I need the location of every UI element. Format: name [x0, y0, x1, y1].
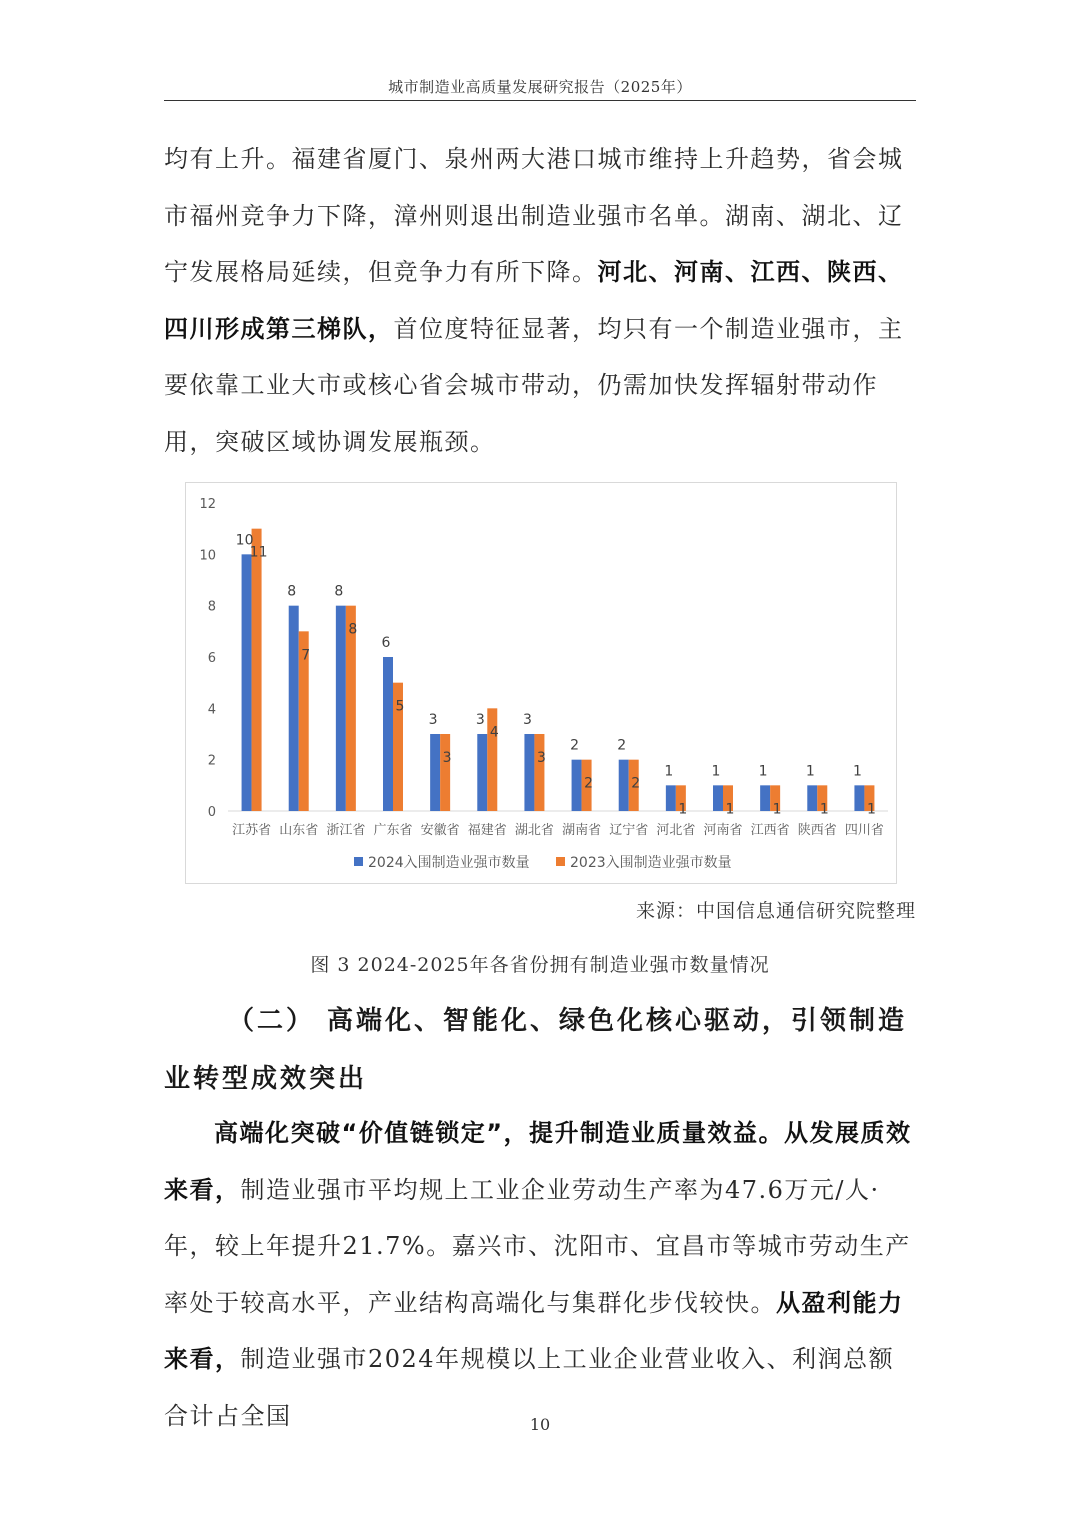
x-tick-label: 浙江省 [326, 823, 366, 838]
legend-swatch [354, 857, 363, 866]
x-tick-label: 山东省 [279, 823, 319, 838]
x-tick-label: 四川省 [844, 823, 884, 838]
y-tick-label: 2 [207, 753, 216, 769]
data-label-2023: 7 [301, 647, 311, 664]
page-header: 城市制造业高质量发展研究报告（2025年） [388, 78, 692, 96]
bar-2024 [807, 785, 817, 811]
para1-text-1: 均有上升。福建省厦门、泉州两大港口城市维持上升趋势，省会城市福州竞争力下降，漳州则退出制造业强市名单。湖南、湖北、辽宁发展格局延续，但竞争力有所下降。 [164, 145, 904, 286]
bar-2024 [430, 734, 440, 811]
bar-2024 [524, 734, 534, 811]
data-label-2024: 1 [805, 763, 815, 780]
legend-swatch [556, 857, 565, 866]
legend-label: 2024入围制造业强市数量 [368, 855, 530, 871]
bar-2024 [289, 606, 299, 811]
bar-2024 [713, 785, 723, 811]
data-label-2023: 1 [772, 801, 782, 818]
data-label-2024: 1 [852, 763, 862, 780]
figure-caption: 图 3 2024-2025年各省份拥有制造业强市数量情况 [310, 954, 770, 976]
y-tick-label: 6 [207, 651, 216, 666]
x-tick-label: 陕西省 [797, 823, 837, 838]
paragraph-high-end [164, 1105, 916, 1444]
data-label-2023: 4 [489, 724, 499, 741]
bar-chart-svg [186, 483, 896, 883]
data-label-2024: 10 [235, 532, 254, 549]
bar-2024 [760, 785, 770, 811]
header-rule [164, 100, 916, 101]
figure-source: 来源：中国信息通信研究院整理 [635, 900, 916, 922]
x-tick-label: 广东省 [373, 823, 413, 838]
x-tick-label: 湖北省 [514, 823, 554, 838]
section-heading: （二） 高端化、智能化、绿色化核心驱动，引领制造业转型成效突出 [164, 1006, 908, 1094]
data-label-2023: 3 [442, 750, 452, 766]
y-tick-label: 12 [199, 497, 216, 512]
data-label-2024: 3 [428, 712, 438, 728]
legend-label: 2023入围制造业强市数量 [570, 855, 732, 871]
x-tick-label: 安徽省 [420, 823, 460, 838]
bar-2024 [477, 734, 487, 811]
data-label-2024: 1 [664, 763, 674, 780]
data-label-2024: 1 [758, 763, 768, 780]
data-label-2023: 1 [866, 801, 876, 818]
y-tick-label: 4 [207, 702, 216, 718]
para2-text-2: 制造业强市2024年规模以上工业企业营业收入、利润总额合计占全国 [164, 1345, 895, 1430]
para2-bold-2: 从盈利能力来看， [164, 1288, 904, 1373]
y-tick-label: 10 [199, 548, 216, 564]
data-label-2024: 1 [711, 763, 721, 780]
bar-2024 [242, 554, 252, 811]
bar-2024 [666, 785, 676, 811]
data-label-2024: 2 [570, 737, 580, 754]
bar-2024 [854, 785, 864, 811]
bar-2023 [252, 529, 262, 811]
y-tick-label: 0 [207, 805, 216, 820]
data-label-2023: 1 [819, 801, 829, 818]
bar-2024 [336, 606, 346, 811]
bar-2023 [534, 734, 544, 811]
data-label-2023: 8 [348, 621, 358, 638]
data-label-2023: 11 [249, 544, 268, 561]
para2-bold-1: 高端化突破“价值链锁定”，提升制造业质量效益。从发展质效来看， [164, 1119, 912, 1204]
x-tick-label: 辽宁省 [609, 823, 649, 838]
data-label-2023: 3 [536, 750, 546, 766]
bar-2024 [383, 657, 393, 811]
data-label-2023: 2 [631, 775, 641, 792]
data-label-2024: 3 [522, 712, 532, 728]
para1-bold-1: 河北、河南、江西、陕西、四川形成第三梯队， [164, 258, 904, 343]
bar-2024 [572, 760, 582, 811]
data-label-2023: 1 [678, 801, 688, 818]
data-label-2024: 3 [475, 712, 485, 728]
para1-text-2: 首位度特征显著，均只有一个制造业强市，主要依靠工业大市或核心省会城市带动，仍需加快发挥辐射带动作用，突破区域协调发展瓶颈。 [164, 314, 904, 456]
x-tick-label: 江苏省 [232, 823, 272, 838]
data-label-2023: 5 [395, 698, 405, 715]
x-tick-label: 福建省 [467, 823, 507, 838]
bar-2023 [440, 734, 450, 811]
page-number: 10 [529, 1415, 551, 1434]
x-tick-label: 河南省 [703, 823, 743, 838]
data-label-2024: 6 [381, 635, 391, 651]
y-tick-label: 8 [207, 599, 216, 615]
data-label-2024: 2 [617, 737, 627, 754]
data-label-2024: 8 [287, 583, 297, 600]
data-label-2024: 8 [334, 583, 344, 600]
data-label-2023: 2 [584, 775, 594, 792]
para2-text-1: 制造业强市平均规上工业企业劳动生产率为47.6万元/人·年，较上年提升21.7%。嘉兴市、沈阳市、宜昌市等城市劳动生产率处于较高水平，产业结构高端化与集群化步伐较快。 [164, 1175, 911, 1317]
paragraph-provinces [164, 131, 916, 470]
x-tick-label: 湖南省 [562, 823, 602, 838]
bar-chart [185, 482, 897, 884]
bar-2024 [619, 760, 629, 811]
x-tick-label: 江西省 [750, 823, 790, 838]
data-label-2023: 1 [725, 801, 735, 818]
x-tick-label: 河北省 [656, 823, 696, 838]
